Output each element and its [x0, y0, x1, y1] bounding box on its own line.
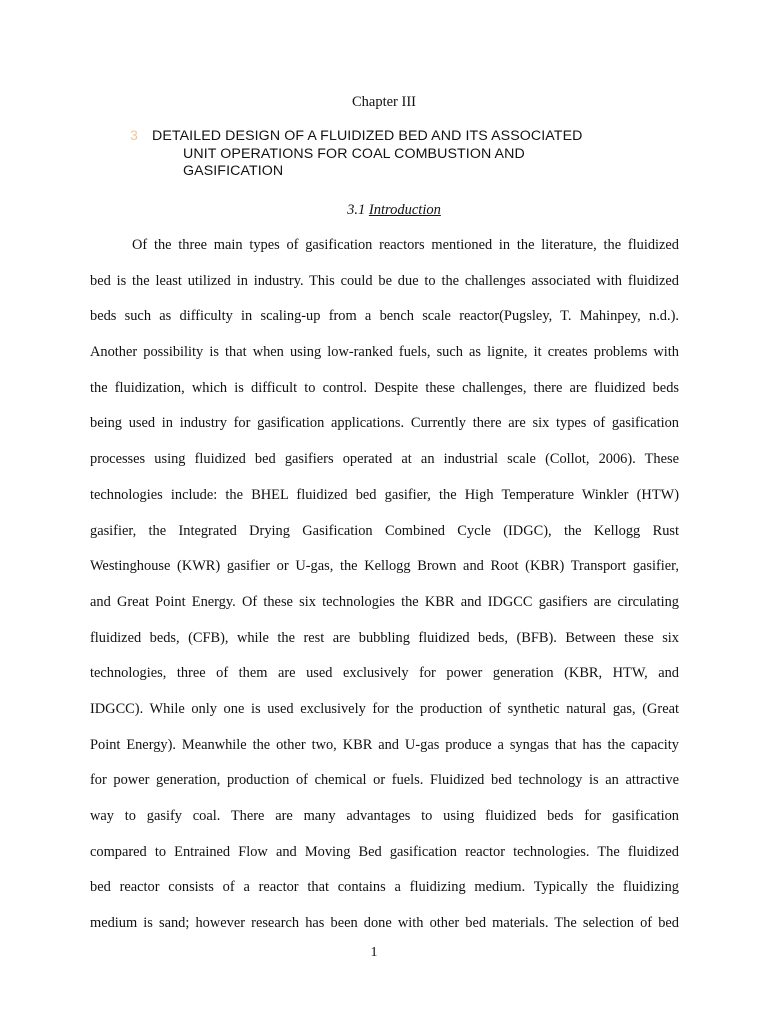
paragraph-line: compared to Entrained Flow and Moving Bed gasification reactor technologies. The fluidized [90, 843, 679, 860]
paragraph-line: bed is the least utilized in industry. This could be due to the challenges associated with fluidized [90, 272, 679, 289]
paragraph-line: and Great Point Energy. Of these six technologies the KBR and IDGCC gasifiers are circulating [90, 593, 679, 610]
chapter-heading [130, 128, 650, 181]
paragraph-line: fluidized beds, (CFB), while the rest are bubbling fluidized beds, (BFB). Between these six [90, 629, 679, 646]
paragraph-line: medium is sand; however research has been done with other bed materials. The selection of bed [90, 915, 679, 932]
paragraph-line: beds such as difficulty in scaling-up from a bench scale reactor(Pugsley, T. Mahinpey, n.d.). [90, 308, 679, 325]
body-paragraph [90, 232, 679, 946]
heading-line-3: GASIFICATION [183, 163, 284, 179]
paragraph-line: gasifier, the Integrated Drying Gasification Combined Cycle (IDGC), the Kellogg Rust [90, 522, 679, 539]
paragraph-line: being used in industry for gasification applications. Currently there are six types of gasification [90, 415, 679, 432]
section-name: Introduction [368, 202, 441, 218]
heading-line-2: UNIT OPERATIONS FOR COAL COMBUSTION AND [183, 145, 525, 162]
paragraph-line: Of the three main types of gasification reactors mentioned in the literature, the fluidized [132, 237, 679, 253]
paragraph-line: bed reactor consists of a reactor that contains a fluidizing medium. Typically the fluidizing [90, 879, 679, 896]
paragraph-line: Another possibility is that when using low-ranked fuels, such as lignite, it creates problems with [90, 344, 679, 361]
paragraph-line: technologies include: the BHEL fluidized bed gasifier, the High Temperature Winkler (HTW) [90, 486, 679, 503]
heading-line-1: DETAILED DESIGN OF A FLUIDIZED BED AND ITS ASSOCIATED [152, 128, 583, 144]
section-number: 3.1 [347, 202, 366, 218]
paragraph-line: processes using fluidized bed gasifiers operated at an industrial scale (Collot, 2006). These [90, 451, 679, 468]
chapter-label: Chapter III [351, 94, 416, 110]
heading-text [152, 128, 650, 181]
paragraph-line: the fluidization, which is difficult to control. Despite these challenges, there are fluidized beds [90, 379, 679, 396]
paragraph-line: way to gasify coal. There are many advantages to using fluidized beds for gasification [90, 808, 679, 824]
paragraph-line: for power generation, production of chemical or fuels. Fluidized bed technology is an attractive [90, 772, 679, 789]
page-number: 1 [370, 945, 378, 960]
section-title [0, 200, 768, 220]
paragraph-line: technologies, three of them are used exclusively for power generation (KBR, HTW, and [90, 665, 679, 682]
paragraph-line: IDGCC). While only one is used exclusively for the production of synthetic natural gas, (Great [90, 700, 679, 717]
paragraph-line: Point Energy). Meanwhile the other two, KBR and U-gas produce a syngas that has the capacity [90, 736, 679, 753]
heading-number: 3 [130, 128, 138, 144]
paragraph-line: Westinghouse (KWR) gasifier or U-gas, the Kellogg Brown and Root (KBR) Transport gasifier, [90, 558, 679, 575]
